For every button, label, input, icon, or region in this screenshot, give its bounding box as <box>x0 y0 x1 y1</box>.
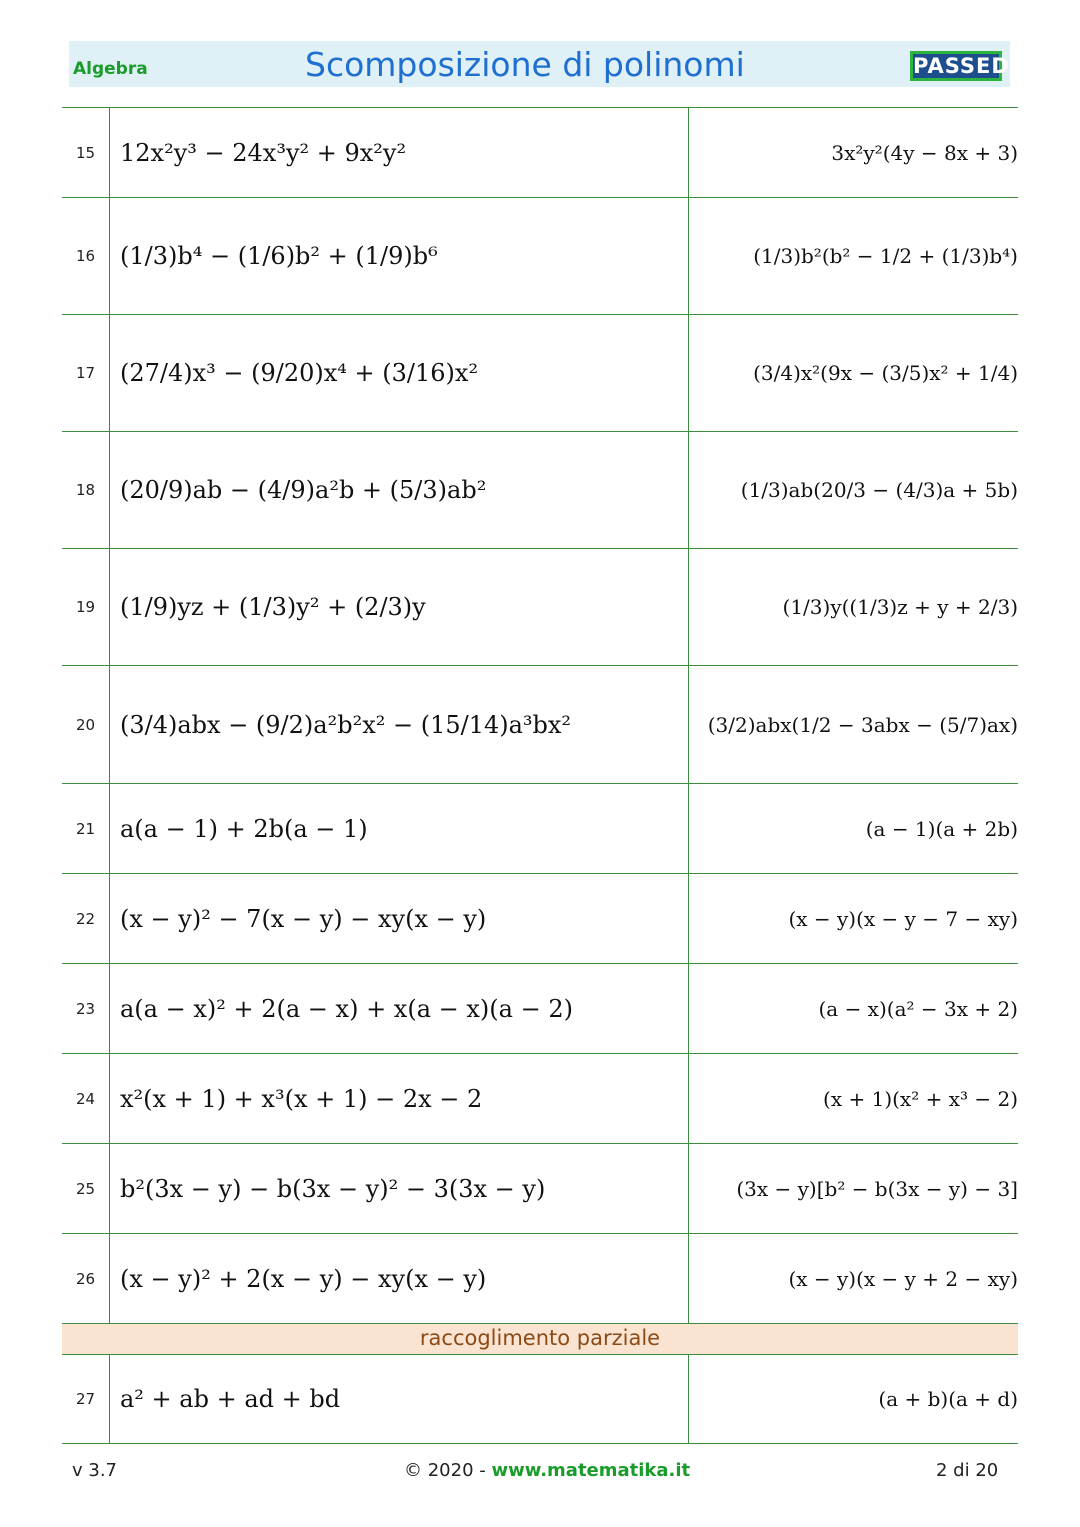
exercise-solution: (a − x)(a² − 3x + 2) <box>818 996 1018 1021</box>
exercise-expression: (20/9)ab − (4/9)a²b + (5/3)ab² <box>109 432 689 548</box>
exercise-expression: (1/9)yz + (1/3)y² + (2/3)y <box>109 549 689 665</box>
exercise-expression: a(a − 1) + 2b(a − 1) <box>109 784 689 873</box>
exercise-number: 18 <box>75 481 96 499</box>
table-row <box>62 314 1018 431</box>
table-row <box>62 665 1018 783</box>
table-row <box>62 107 1018 197</box>
exercise-expression: b²(3x − y) − b(3x − y)² − 3(3x − y) <box>109 1144 689 1233</box>
exercise-expression: a² + ab + ad + bd <box>109 1355 689 1443</box>
copyright-notice <box>404 1460 690 1481</box>
exercise-number: 23 <box>75 999 96 1018</box>
table-row <box>62 1053 1018 1143</box>
exercise-number: 22 <box>75 909 96 928</box>
exercise-solution: (x + 1)(x² + x³ − 2) <box>823 1086 1018 1111</box>
exercise-number: 17 <box>75 364 96 382</box>
exercise-solution: (1/3)y((1/3)z + y + 2/3) <box>782 595 1018 619</box>
exercise-number: 27 <box>75 1390 96 1408</box>
exercise-table <box>62 107 1018 1444</box>
exercise-expression: 12x²y³ − 24x³y² + 9x²y² <box>109 108 689 197</box>
exercise-number: 15 <box>75 143 96 162</box>
site-link[interactable]: www.matematika.it <box>491 1460 691 1481</box>
page-header <box>69 41 1010 87</box>
exercise-number: 19 <box>75 598 96 616</box>
exercise-expression: (1/3)b⁴ − (1/6)b² + (1/9)b⁶ <box>109 198 689 314</box>
exercise-number: 24 <box>75 1089 96 1108</box>
exercise-expression: x²(x + 1) + x³(x + 1) − 2x − 2 <box>109 1054 689 1143</box>
table-row <box>62 197 1018 314</box>
table-row <box>62 873 1018 963</box>
exercise-number: 20 <box>75 715 96 734</box>
exercise-expression: a(a − x)² + 2(a − x) + x(a − x)(a − 2) <box>109 964 689 1053</box>
exercise-solution: (1/3)b²(b² − 1/2 + (1/3)b⁴) <box>753 244 1018 268</box>
exercise-expression: (3/4)abx − (9/2)a²b²x² − (15/14)a³bx² <box>109 666 689 783</box>
table-row <box>62 783 1018 873</box>
table-row <box>62 1354 1018 1444</box>
exercise-expression: (x − y)² + 2(x − y) − xy(x − y) <box>109 1234 689 1323</box>
version-label: v 3.7 <box>72 1460 117 1481</box>
exercise-solution: (1/3)ab(20/3 − (4/3)a + 5b) <box>740 478 1018 502</box>
exercise-number: 16 <box>75 247 96 265</box>
table-row <box>62 548 1018 665</box>
table-row <box>62 431 1018 548</box>
exercise-solution: (x − y)(x − y − 7 − xy) <box>788 906 1018 931</box>
page-number: 2 di 20 <box>936 1460 999 1481</box>
section-heading: raccoglimento parziale <box>62 1323 1018 1354</box>
exercise-solution: (3/4)x²(9x − (3/5)x² + 1/4) <box>753 361 1018 385</box>
exercise-number: 26 <box>75 1269 96 1288</box>
table-row <box>62 1143 1018 1233</box>
exercise-solution: (x − y)(x − y + 2 − xy) <box>788 1266 1018 1291</box>
exercise-solution: 3x²y²(4y − 8x + 3) <box>831 140 1018 165</box>
exercise-solution: (3/2)abx(1/2 − 3abx − (5/7)ax) <box>707 712 1018 737</box>
exercise-expression: (27/4)x³ − (9/20)x⁴ + (3/16)x² <box>109 315 689 431</box>
exercise-solution: (a + b)(a + d) <box>878 1387 1018 1411</box>
table-row <box>62 963 1018 1053</box>
page-title: Scomposizione di polinomi <box>305 45 745 84</box>
exercise-number: 21 <box>75 819 96 838</box>
table-row <box>62 1233 1018 1323</box>
exercise-number: 25 <box>75 1179 96 1198</box>
exercise-expression: (x − y)² − 7(x − y) − xy(x − y) <box>109 874 689 963</box>
copyright-text: © 2020 - <box>404 1460 492 1481</box>
exercise-solution: (3x − y)[b² − b(3x − y) − 3] <box>736 1176 1018 1201</box>
exercise-solution: (a − 1)(a + 2b) <box>865 816 1018 841</box>
passed-badge: PASSED <box>910 51 1002 81</box>
subject-label: Algebra <box>73 59 148 79</box>
